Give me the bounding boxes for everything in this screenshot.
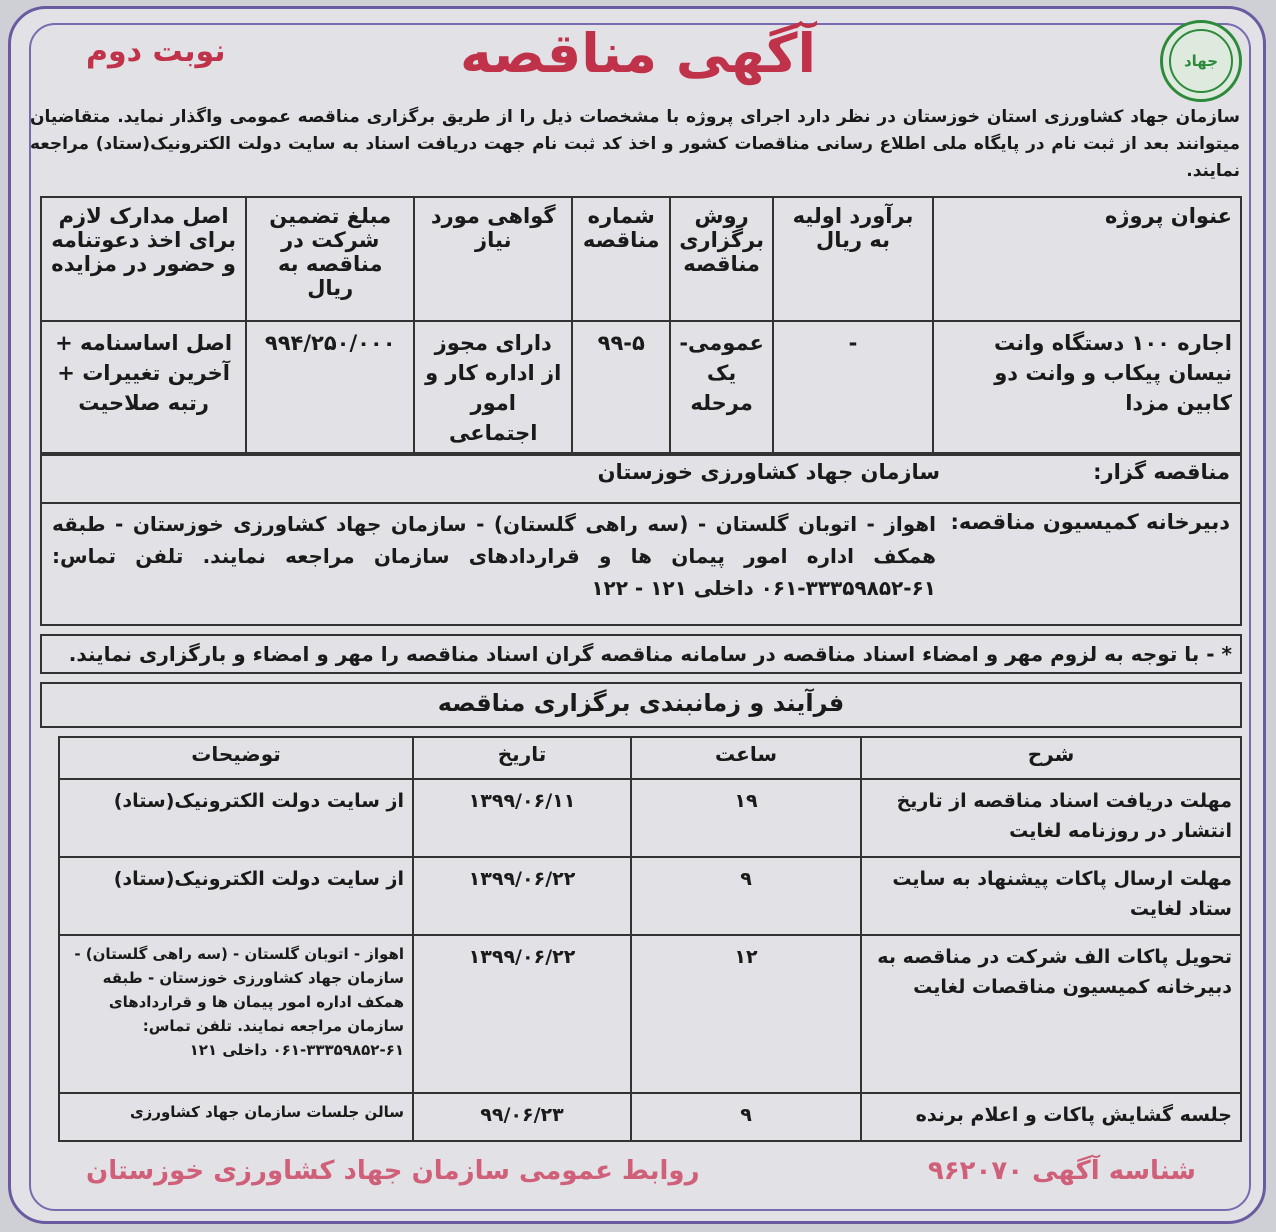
row4-notes: سالن جلسات سازمان جهاد کشاورزی: [59, 1093, 413, 1141]
cell-project-title: اجاره ۱۰۰ دستگاه وانت نیسان پیکاب و وانت دو کابین مزدا: [933, 321, 1241, 455]
cell-certificate: دارای مجوز از اداره کار و امور اجتماعی: [414, 321, 572, 455]
notice-note: * - با توجه به لزوم مهر و امضاء اسناد مناقصه در سامانه مناقصه گران اسناد مناقصه را مهر و امضاء و بارگزاری نمایند.: [40, 634, 1242, 674]
organizer-box: [40, 452, 1242, 626]
intro-paragraph: سازمان جهاد کشاورزی استان خوزستان در نظر دارد اجرای پروژه با مشخصات ذیل را از طریق برگزاری مناقصه عمومی واگذار نماید. متقاضیان میتوانند بعد از ثبت نام در پایگاه ملی اطلاع رسانی مناقصات کشور و اخذ کد ثبت نام جهت دریافت اسناد به سایت دولت الکترونیک(ستاد) مراجعه نمایند.: [30, 107, 1240, 181]
header-project-title: عنوان پروژه: [933, 197, 1241, 321]
row3-hour: ۱۲: [631, 935, 861, 1093]
schedule-row: [59, 779, 1241, 857]
cell-method: عمومی- یک مرحله: [670, 321, 773, 455]
row1-hour: ۱۹: [631, 779, 861, 857]
schedule-table: [58, 736, 1242, 1142]
header-certificate: گواهی مورد نیاز: [414, 197, 572, 321]
header-estimate: برآورد اولیه به ریال: [773, 197, 933, 321]
row4-description: جلسه گشایش پاکات و اعلام برنده: [861, 1093, 1241, 1141]
row3-notes: اهواز - اتوبان گلستان - (سه راهی گلستان) - سازمان جهاد کشاورزی خوزستان - طبقه همکف اداره امور پیمان ها و قراردادهای سازمان مراجعه نمایند. تلفن تماس: ۶۱-۳۳۳۵۹۸۵۲-۰۶۱ داخلی ۱۲۱: [59, 935, 413, 1093]
row1-notes: از سایت دولت الکترونیک(ستاد): [59, 779, 413, 857]
row4-date: ۹۹/۰۶/۲۳: [413, 1093, 631, 1141]
header-notes: توضیحات: [59, 737, 413, 779]
row4-hour: ۹: [631, 1093, 861, 1141]
project-table-header: [41, 197, 1241, 321]
row2-date: ۱۳۹۹/۰۶/۲۲: [413, 857, 631, 935]
cell-documents: اصل اساسنامه + آخرین تغییرات + رتبه صلاحیت: [41, 321, 246, 455]
schedule-title: فرآیند و زمانبندی برگزاری مناقصه: [40, 682, 1242, 728]
project-table-row: [41, 321, 1241, 455]
row2-notes: از سایت دولت الکترونیک(ستاد): [59, 857, 413, 935]
project-table: [40, 196, 1242, 456]
row1-date: ۱۳۹۹/۰۶/۱۱: [413, 779, 631, 857]
cell-guarantee: ۹۹۴/۲۵۰/۰۰۰: [246, 321, 414, 455]
row2-description: مهلت ارسال پاکات پیشنهاد به سایت ستاد لغایت: [861, 857, 1241, 935]
row1-description: مهلت دریافت اسناد مناقصه از تاریخ انتشار در روزنامه لغایت: [861, 779, 1241, 857]
row3-date: ۱۳۹۹/۰۶/۲۲: [413, 935, 631, 1093]
organizer-label: مناقصه گزار:: [1093, 460, 1230, 484]
header-hour: ساعت: [631, 737, 861, 779]
page-title: آگهی مناقصه: [459, 22, 817, 85]
cell-estimate: -: [773, 321, 933, 455]
row3-description: تحویل پاکات الف شرکت در مناقصه به دبیرخانه کمیسیون مناقصات لغایت: [861, 935, 1241, 1093]
ad-id: شناسه آگهی ۹۶۲۰۷۰: [927, 1156, 1196, 1186]
header-guarantee: مبلغ تضمین شرکت در مناقصه به ریال: [246, 197, 414, 321]
header-date: تاریخ: [413, 737, 631, 779]
secretariat-address: اهواز - اتوبان گلستان - (سه راهی گلستان) - سازمان جهاد کشاورزی خوزستان - طبقه همکف اداره امور پیمان ها و قراردادهای سازمان مراجعه نمایند. تلفن تماس: ۶۱-۳۳۳۵۹۸۵۲-۰۶۱ داخلی ۱۲۱ - ۱۲۲: [52, 512, 936, 600]
row2-hour: ۹: [631, 857, 861, 935]
schedule-row: [59, 935, 1241, 1093]
header-tender-number: شماره مناقصه: [572, 197, 670, 321]
organizer-value: سازمان جهاد کشاورزی خوزستان: [597, 460, 940, 484]
public-relations-signature: روابط عمومی سازمان جهاد کشاورزی خوزستان: [86, 1156, 700, 1186]
round-label: نوبت دوم: [86, 34, 226, 69]
schedule-row: [59, 1093, 1241, 1141]
header-method: روش برگزاری مناقصه: [670, 197, 773, 321]
header-description: شرح: [861, 737, 1241, 779]
schedule-row: [59, 857, 1241, 935]
header-documents: اصل مدارک لازم برای اخذ دعوتنامه و حضور در مزایده: [41, 197, 246, 321]
logo-text: جهاد: [1183, 52, 1219, 70]
cell-tender-number: ۹۹-۵: [572, 321, 670, 455]
secretariat-label: دبیرخانه کمیسیون مناقصه:: [950, 510, 1230, 534]
schedule-header: [59, 737, 1241, 779]
